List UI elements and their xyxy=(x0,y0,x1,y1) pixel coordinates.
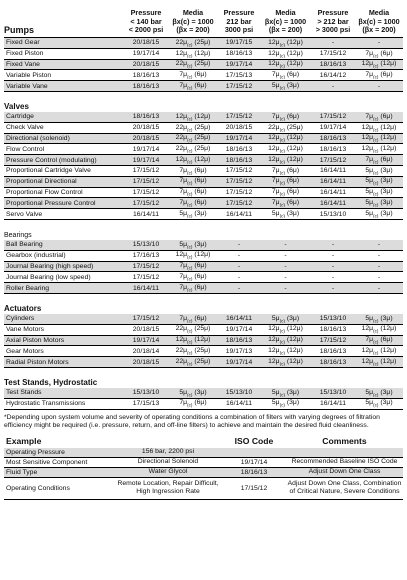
row-value: $7\mu_{(c)}$ (6μ) xyxy=(271,166,300,176)
row-value: - xyxy=(331,273,335,281)
row-value: $7\mu_{(c)}$ (6μ) xyxy=(271,177,300,186)
row-value: $12\mu_{(c)}$ (12μ) xyxy=(361,134,397,143)
row-value: $22\mu_{(c)}$ (25μ) xyxy=(175,38,211,48)
row-label: Ball Bearing xyxy=(6,241,43,249)
row-value: $7\mu_{(c)}$ (6μ) xyxy=(271,199,300,208)
row-value: 17/15/12 xyxy=(132,273,160,281)
row-value: 15/13/10 xyxy=(319,315,347,323)
row-label: Pressure Control (modulating) xyxy=(6,156,97,164)
table-row xyxy=(4,188,403,199)
row-value: 17/15/12 xyxy=(132,315,160,323)
row-value: $12\mu_{(c)}$ (12μ) xyxy=(268,60,303,69)
example-cell: Adjust Down One Class, Combination of Critical Nature, Severe Conditions xyxy=(287,480,402,496)
row-value: 19/17/14 xyxy=(132,145,160,153)
row-value: - xyxy=(284,273,287,281)
row-value: - xyxy=(284,284,287,292)
actuators-rows xyxy=(4,314,403,368)
row-value: $7\mu_{(c)}$ (6μ) xyxy=(179,71,207,80)
row-value: 17/15/12 xyxy=(225,167,253,175)
row-label: Fixed Piston xyxy=(6,50,44,58)
row-label: Gearbox (industrial) xyxy=(6,252,66,260)
footnote: *Depending upon system volume and severity of operating conditions a combination of filters with varying degrees of filtration efficiency might be required (i.e. pressure, return, and off-line filters) to achieve and maintain the desired fluid cleanliness. xyxy=(4,413,380,430)
row-value: 20/18/15 xyxy=(132,134,160,142)
row-value: 19/17/14 xyxy=(225,326,253,334)
row-value: - xyxy=(377,241,381,249)
row-value: $12\mu_{(c)}$ (12μ) xyxy=(268,145,303,154)
table-row xyxy=(4,209,403,220)
row-value: $7\mu_{(c)}$ (6μ) xyxy=(179,81,207,91)
row-value: $5\mu_{(c)}$ (3μ) xyxy=(271,388,300,397)
row-value: $22\mu_{(c)}$ (25μ) xyxy=(175,357,211,367)
row-value: 20/18/14 xyxy=(132,347,160,355)
row-value: - xyxy=(377,82,381,90)
bearings-rows xyxy=(4,240,403,294)
example-cell: Fluid Type xyxy=(6,468,38,476)
row-value: 20/18/15 xyxy=(132,39,160,47)
table-row xyxy=(4,198,403,209)
table-row xyxy=(4,155,403,166)
row-label: Proportional Cartridge Valve xyxy=(6,167,91,175)
row-value: - xyxy=(237,241,241,249)
example-col-iso: ISO Code xyxy=(234,436,274,447)
row-value: $12\mu_{(c)}$ (12μ) xyxy=(361,357,397,367)
row-value: 17/15/12 xyxy=(225,188,253,196)
row-value: 20/18/15 xyxy=(132,60,160,68)
table-row xyxy=(4,134,403,145)
row-value: $7\mu_{(c)}$ (6μ) xyxy=(179,399,207,408)
row-value: 17/15/13 xyxy=(225,71,253,79)
row-value: 19/17/14 xyxy=(132,50,160,58)
row-value: 17/15/12 xyxy=(319,113,347,121)
row-label: Test Stands xyxy=(6,389,42,397)
row-label: Roller Bearing xyxy=(6,284,50,292)
table-row xyxy=(4,166,403,177)
row-value: 19/17/14 xyxy=(225,358,253,366)
table-row xyxy=(4,240,403,251)
row-value: $7\mu_{(c)}$ (6μ) xyxy=(179,262,207,271)
row-value: 19/17/14 xyxy=(225,134,253,142)
row-value: $12\mu_{(c)}$ (12μ) xyxy=(175,155,211,165)
row-value: 18/16/13 xyxy=(225,50,253,58)
row-value: 17/15/12 xyxy=(132,167,160,175)
row-value: - xyxy=(331,262,335,270)
example-cell: 156 bar, 2200 psi xyxy=(141,448,195,456)
row-value: - xyxy=(377,252,381,260)
header-media-low: Media βx(c) = 1000 (βx = 200) xyxy=(172,8,214,35)
row-value: - xyxy=(237,284,241,292)
row-value: $22\mu_{(c)}$ (25μ) xyxy=(175,134,211,143)
row-value: 18/16/13 xyxy=(225,145,253,153)
table-row xyxy=(4,325,403,336)
row-value: 15/13/10 xyxy=(132,389,160,397)
row-value: $5\mu_{(c)}$ (3μ) xyxy=(271,209,300,219)
table-row xyxy=(4,314,403,325)
row-value: - xyxy=(237,273,241,281)
row-value: $7\mu_{(c)}$ (6μ) xyxy=(179,314,207,324)
row-value: $22\mu_{(c)}$ (25μ) xyxy=(175,123,211,132)
row-value: $5\mu_{(c)}$ (3μ) xyxy=(365,166,393,176)
row-value: $7\mu_{(c)}$ (6μ) xyxy=(365,336,393,345)
row-value: $7\mu_{(c)}$ (6μ) xyxy=(365,71,393,80)
row-value: $5\mu_{(c)}$ (3μ) xyxy=(271,314,300,324)
row-value: $7\mu_{(c)}$ (6μ) xyxy=(271,112,300,122)
row-value: $12\mu_{(c)}$ (12μ) xyxy=(361,325,397,334)
row-value: $5\mu_{(c)}$ (3μ) xyxy=(271,81,300,91)
row-value: $7\mu_{(c)}$ (6μ) xyxy=(271,188,300,197)
row-value: $5\mu_{(c)}$ (3μ) xyxy=(365,177,393,186)
table-row xyxy=(4,112,403,123)
row-label: Proportional Directional xyxy=(6,178,77,186)
row-value: $12\mu_{(c)}$ (12μ) xyxy=(268,38,303,48)
row-label: Fixed Gear xyxy=(6,39,40,47)
row-value: $7\mu_{(c)}$ (6μ) xyxy=(271,71,300,80)
row-value: $7\mu_{(c)}$ (6μ) xyxy=(179,177,207,186)
row-label: Radial Piston Motors xyxy=(6,358,69,366)
row-value: 18/16/13 xyxy=(132,82,160,90)
example-cell: Most Sensitive Component xyxy=(6,458,88,466)
row-value: $5\mu_{(c)}$ (3μ) xyxy=(179,388,207,397)
table-row xyxy=(4,123,403,134)
row-label: Cartridge xyxy=(6,113,34,121)
example-row xyxy=(4,468,403,478)
row-value: $12\mu_{(c)}$ (12μ) xyxy=(175,112,211,122)
row-value: 20/18/15 xyxy=(132,326,160,334)
example-header xyxy=(4,435,403,448)
row-value: 19/17/14 xyxy=(225,60,253,68)
example-cell: 19/17/14 xyxy=(240,458,268,466)
table-row xyxy=(4,81,403,92)
table-row xyxy=(4,346,403,357)
row-value: - xyxy=(237,262,241,270)
row-value: 16/14/11 xyxy=(320,188,346,196)
row-value: 17/15/12 xyxy=(132,199,160,207)
row-value: $22\mu_{(c)}$ (25μ) xyxy=(175,325,211,334)
row-label: Variable Vane xyxy=(6,82,48,90)
section-title-bearings: Bearings xyxy=(4,231,32,239)
row-value: 17/15/12 xyxy=(225,113,253,121)
row-value: 15/13/10 xyxy=(132,241,160,249)
row-value: 19/17/14 xyxy=(319,124,347,132)
row-value: - xyxy=(284,252,287,260)
row-value: 15/13/10 xyxy=(225,389,253,397)
row-value: 20/18/15 xyxy=(225,124,253,132)
row-value: - xyxy=(331,82,335,90)
example-cell: Remote Location, Repair Difficult, High Ingression Rate xyxy=(117,480,219,496)
table-row xyxy=(4,283,403,294)
row-label: Flow Control xyxy=(6,145,45,153)
row-value: $5\mu_{(c)}$ (3μ) xyxy=(365,314,393,324)
row-value: $22\mu_{(c)}$ (25μ) xyxy=(175,60,211,69)
row-label: Fixed Vane xyxy=(6,60,40,68)
row-value: $12\mu_{(c)}$ (12μ) xyxy=(361,60,397,69)
filtration-guide xyxy=(4,2,403,500)
row-value: $5\mu_{(c)}$ (3μ) xyxy=(365,399,393,408)
row-value: - xyxy=(237,252,241,260)
header-media-mid: Media βx(c) = 1000 (βx = 200) xyxy=(264,8,307,35)
section-title-pumps: Pumps xyxy=(4,25,35,35)
example-cell: Directional Solenoid xyxy=(137,458,199,466)
row-value: $7\mu_{(c)}$ (6μ) xyxy=(179,188,207,197)
row-value: $7\mu_{(c)}$ (6μ) xyxy=(365,49,393,58)
table-row xyxy=(4,388,403,399)
row-value: $12\mu_{(c)}$ (12μ) xyxy=(268,336,303,345)
row-value: 17/15/12 xyxy=(132,178,160,186)
row-value: 18/16/13 xyxy=(132,113,160,121)
table-row xyxy=(4,144,403,155)
example-cell: Operating Pressure xyxy=(6,448,65,456)
row-value: $22\mu_{(c)}$ (25μ) xyxy=(175,347,211,356)
row-value: 17/15/12 xyxy=(132,262,160,270)
header-pressure-mid: Pressure 212 bar 3000 psi xyxy=(223,8,255,35)
row-value: 17/15/12 xyxy=(225,178,253,186)
row-value: 17/15/12 xyxy=(319,336,347,344)
table-row xyxy=(4,70,403,81)
row-value: 15/13/10 xyxy=(319,210,347,218)
row-value: $5\mu_{(c)}$ (3μ) xyxy=(365,388,393,397)
row-value: 16/14/11 xyxy=(320,400,346,408)
table-header xyxy=(4,2,403,38)
table-row xyxy=(4,177,403,188)
example-cell: 17/15/12 xyxy=(240,484,268,492)
row-value: $12\mu_{(c)}$ (12μ) xyxy=(268,155,303,165)
row-value: 18/16/13 xyxy=(319,347,347,355)
row-value: 18/16/13 xyxy=(319,358,347,366)
row-value: 16/14/12 xyxy=(319,71,347,79)
row-value: 17/15/12 xyxy=(319,156,347,164)
row-value: 18/16/13 xyxy=(319,60,347,68)
row-label: Variable Piston xyxy=(6,71,52,79)
row-value: $12\mu_{(c)}$ (12μ) xyxy=(175,336,211,345)
row-value: - xyxy=(331,284,335,292)
example-cell: 18/16/13 xyxy=(240,468,268,476)
row-value: $12\mu_{(c)}$ (12μ) xyxy=(268,325,303,334)
row-value: 16/14/11 xyxy=(226,400,252,408)
row-value: 18/16/13 xyxy=(132,71,160,79)
row-value: 19/17/14 xyxy=(132,156,160,164)
row-value: $12\mu_{(c)}$ (12μ) xyxy=(268,49,303,58)
row-value: 16/14/11 xyxy=(320,199,346,207)
row-value: $12\mu_{(c)}$ (12μ) xyxy=(175,49,211,58)
row-value: 19/17/14 xyxy=(132,336,160,344)
section-title-test-stands: Test Stands, Hydrostatic xyxy=(4,377,98,387)
pumps-rows xyxy=(4,38,403,92)
example-col-comments: Comments xyxy=(322,436,367,447)
row-value: $12\mu_{(c)}$ (12μ) xyxy=(268,134,303,143)
row-value: 18/16/13 xyxy=(225,336,253,344)
row-value: $5\mu_{(c)}$ (3μ) xyxy=(365,188,393,197)
table-row xyxy=(4,60,403,71)
example-cell: Water Glycol xyxy=(148,468,188,476)
row-label: Journal Bearing (low speed) xyxy=(6,273,91,281)
row-value: $7\mu_{(c)}$ (6μ) xyxy=(179,283,207,293)
example-row xyxy=(4,478,403,500)
row-value: 15/13/10 xyxy=(319,389,347,397)
row-value: 20/18/15 xyxy=(132,358,160,366)
header-media-high: Media βx(c) = 1000 (βx = 200) xyxy=(358,8,400,35)
row-value: 17/15/12 xyxy=(319,50,347,58)
row-label: Proportional Flow Control xyxy=(6,188,83,196)
section-title-actuators: Actuators xyxy=(4,303,42,313)
row-value: - xyxy=(331,252,335,260)
row-value: - xyxy=(284,262,287,270)
table-row xyxy=(4,357,403,368)
row-value: $12\mu_{(c)}$ (12μ) xyxy=(361,145,397,154)
example-row xyxy=(4,458,403,468)
row-value: 19/17/13 xyxy=(225,347,253,355)
example-rows xyxy=(4,448,403,500)
row-value: $7\mu_{(c)}$ (6μ) xyxy=(179,199,207,208)
row-value: $5\mu_{(c)}$ (3μ) xyxy=(179,240,207,250)
table-row xyxy=(4,49,403,60)
row-value: 16/14/11 xyxy=(226,210,252,218)
row-value: 16/14/11 xyxy=(320,167,346,175)
row-value: 17/15/12 xyxy=(132,188,160,196)
row-label: Gear Motors xyxy=(6,347,44,355)
row-value: $7\mu_{(c)}$ (6μ) xyxy=(365,112,393,122)
row-value: $7\mu_{(c)}$ (6μ) xyxy=(179,166,207,176)
row-value: - xyxy=(331,39,335,47)
row-label: Directional (solenoid) xyxy=(6,134,70,142)
row-value: $12\mu_{(c)}$ (12μ) xyxy=(268,347,303,356)
row-value: 20/18/15 xyxy=(132,124,160,132)
row-value: 16/14/11 xyxy=(133,210,159,218)
table-row xyxy=(4,272,403,283)
row-value: 17/16/13 xyxy=(132,252,160,260)
row-value: $7\mu_{(c)}$ (6μ) xyxy=(179,273,207,282)
row-value: - xyxy=(284,241,287,249)
row-value: 16/14/11 xyxy=(320,178,346,186)
example-cell: Adjust Down One Class xyxy=(308,468,381,476)
table-row xyxy=(4,262,403,273)
row-value: $12\mu_{(c)}$ (12μ) xyxy=(268,357,303,367)
row-value: $12\mu_{(c)}$ (12μ) xyxy=(361,123,397,132)
row-value: 17/15/12 xyxy=(225,82,253,90)
table-row xyxy=(4,251,403,262)
row-label: Servo Valve xyxy=(6,210,43,218)
valves-rows xyxy=(4,112,403,220)
row-value: - xyxy=(377,39,381,47)
table-row xyxy=(4,38,403,49)
row-value: $7\mu_{(c)}$ (6μ) xyxy=(365,155,393,165)
row-value: $5\mu_{(c)}$ (3μ) xyxy=(365,199,393,208)
row-value: 18/16/13 xyxy=(319,134,347,142)
row-label: Axial Piston Motors xyxy=(6,336,65,344)
row-value: 19/17/15 xyxy=(225,39,253,47)
row-value: $22\mu_{(c)}$ (25μ) xyxy=(268,123,303,132)
header-pressure-high: Pressure > 212 bar > 3000 psi xyxy=(315,8,351,35)
row-value: 17/15/12 xyxy=(225,199,253,207)
row-value: - xyxy=(377,273,381,281)
section-title-valves: Valves xyxy=(4,101,29,111)
row-value: 18/16/13 xyxy=(319,145,347,153)
row-value: 17/15/13 xyxy=(132,400,160,408)
row-label: Hydrostatic Transmissions xyxy=(6,400,86,408)
example-col-label: Example xyxy=(6,436,42,447)
row-label: Proportional Pressure Control xyxy=(6,199,96,207)
row-value: 18/16/13 xyxy=(319,326,347,334)
row-value: 16/14/11 xyxy=(226,315,252,323)
example-cell: Operating Conditions xyxy=(6,484,70,492)
row-value: $5\mu_{(c)}$ (3μ) xyxy=(271,399,300,408)
header-pressure-low: Pressure < 140 bar < 2000 psi xyxy=(128,8,164,35)
example-row xyxy=(4,448,403,458)
row-value: 18/16/13 xyxy=(225,156,253,164)
row-value: - xyxy=(331,241,335,249)
row-label: Vane Motors xyxy=(6,326,45,334)
table-row xyxy=(4,399,403,410)
row-value: $5\mu_{(c)}$ (3μ) xyxy=(365,209,393,219)
row-value: $12\mu_{(c)}$ (12μ) xyxy=(175,251,211,260)
row-value: - xyxy=(377,262,381,270)
row-value: - xyxy=(377,284,381,292)
row-label: Cylinders xyxy=(6,315,35,323)
test-rows xyxy=(4,388,403,410)
row-value: $5\mu_{(c)}$ (3μ) xyxy=(179,209,207,219)
example-cell: Recommended Baseline ISO Code xyxy=(291,458,398,466)
row-label: Journal Bearing (high speed) xyxy=(6,262,94,270)
row-value: $12\mu_{(c)}$ (12μ) xyxy=(361,347,397,356)
table-row xyxy=(4,336,403,347)
row-label: Check Valve xyxy=(6,124,44,132)
row-value: $22\mu_{(c)}$ (25μ) xyxy=(175,145,211,154)
row-value: 16/14/11 xyxy=(133,284,159,292)
